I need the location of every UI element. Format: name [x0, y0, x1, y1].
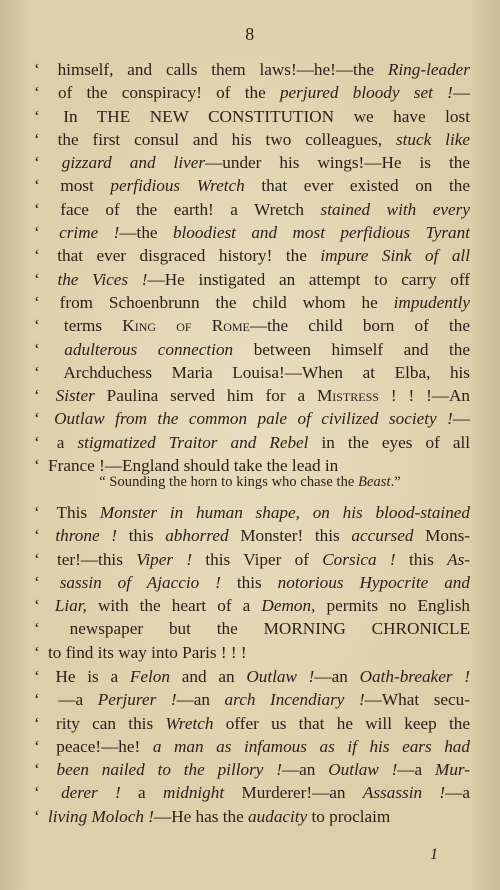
- text-line: [34, 407, 470, 430]
- italic-text: adulterous connection: [64, 339, 234, 359]
- italic-text: been nailed to the pillory !: [56, 760, 282, 780]
- text-segment: of the conspiracy! of the: [57, 83, 280, 103]
- text-segment: —: [452, 409, 470, 429]
- italic-text: sassin of Ajaccio !: [59, 572, 221, 592]
- text-segment: This: [56, 503, 100, 522]
- epigraph-quote: [0, 474, 500, 491]
- text-line: [34, 151, 470, 174]
- text-segment: to proclaim: [307, 806, 391, 826]
- italic-text: stained with every: [320, 199, 470, 219]
- italic-text: Beast: [358, 474, 391, 490]
- open-quote-mark: ‘: [34, 362, 60, 382]
- text-segment: —under his wings!—He is the: [205, 153, 470, 173]
- open-quote-mark: ‘: [34, 153, 58, 173]
- open-quote-mark: ‘: [34, 339, 61, 359]
- italic-text: Sister: [55, 386, 95, 406]
- open-quote-mark: ‘: [34, 619, 66, 639]
- text-line: [34, 665, 470, 688]
- text-line: [34, 431, 470, 454]
- open-quote-mark: ‘: [34, 760, 53, 780]
- open-quote-mark: ‘: [34, 246, 54, 266]
- text-segment: —the child born of the: [249, 316, 470, 336]
- italic-text: Viper !: [136, 549, 193, 569]
- text-segment: “ Sounding the horn to kings who chase the: [99, 474, 359, 490]
- text-line: [34, 314, 470, 337]
- open-quote-mark: ‘: [34, 526, 52, 546]
- text-line: [34, 524, 470, 547]
- italic-text: a man as infamous as if his ears had: [152, 736, 470, 756]
- text-segment: ter!—this: [57, 549, 137, 569]
- text-segment: .”: [390, 474, 401, 490]
- text-line: [34, 268, 470, 291]
- text-line: [34, 244, 470, 267]
- text-segment: —a: [445, 783, 470, 803]
- text-segment: this: [117, 526, 166, 546]
- text-segment: in the eyes of all: [308, 432, 470, 452]
- paragraph-3: [34, 665, 470, 828]
- text-segment: —: [452, 83, 470, 103]
- text-segment: this Viper of: [192, 549, 323, 569]
- text-segment: permits no English: [315, 596, 470, 616]
- text-segment: with the heart of a: [86, 596, 262, 616]
- text-segment: —the: [119, 223, 173, 243]
- text-segment: newspaper but the MORNING CHRONICLE: [69, 619, 470, 639]
- text-segment: peace!—he!: [56, 736, 153, 756]
- italic-text: audacity: [248, 806, 308, 826]
- text-line: [34, 361, 470, 384]
- text-line: [34, 81, 470, 104]
- text-segment: and an: [170, 667, 247, 686]
- italic-text: Mur-: [435, 760, 470, 780]
- italic-text: midnight: [163, 783, 225, 803]
- italic-text: Monster in human shape, on his blood-stained: [99, 503, 470, 522]
- open-quote-mark: ‘: [34, 503, 53, 522]
- paragraph-1: [34, 58, 470, 477]
- open-quote-mark: ‘: [34, 667, 52, 686]
- text-segment: Archduchess Maria Louisa!—When at Elba, his: [63, 362, 470, 382]
- open-quote-mark: ‘: [34, 129, 54, 149]
- italic-text: Corsica !: [322, 549, 396, 569]
- text-line: [34, 712, 470, 735]
- italic-text: arch Incendiary !: [224, 690, 365, 710]
- italic-text: crime !: [59, 223, 120, 243]
- text-segment: In THE NEW CONSTITUTION we have lost: [63, 106, 470, 126]
- text-line: [34, 641, 470, 664]
- text-segment: face of the earth! a Wretch: [60, 199, 321, 219]
- italic-text: the Vices !: [57, 269, 148, 289]
- text-segment: between himself and the: [233, 339, 470, 359]
- text-segment: Monster! this: [228, 526, 352, 546]
- text-line: [34, 221, 470, 244]
- open-quote-mark: ‘: [34, 432, 53, 452]
- open-quote-mark: ‘: [34, 176, 57, 196]
- small-caps-text: Mistress: [316, 386, 379, 406]
- text-segment: a: [120, 783, 164, 803]
- italic-text: derer !: [61, 783, 121, 803]
- italic-text: Liar,: [54, 596, 87, 616]
- italic-text: bloodiest and most perfidious Tyrant: [172, 223, 470, 243]
- text-line: [34, 548, 470, 571]
- open-quote-mark: ‘: [34, 316, 60, 336]
- open-quote-mark: ‘: [34, 549, 54, 569]
- italic-text: Ring-leader: [387, 60, 470, 79]
- text-segment: —an: [281, 760, 329, 780]
- small-caps-text: King of Rome: [122, 316, 250, 336]
- italic-text: Outlaw !: [328, 760, 398, 780]
- italic-text: perfidious Wretch: [110, 176, 245, 196]
- text-segment: the first consul and his two colleagues,: [57, 129, 396, 149]
- open-quote-mark: ‘: [34, 736, 53, 756]
- open-quote-mark: ‘: [34, 806, 45, 826]
- text-segment: offer us that he will keep the: [213, 713, 470, 733]
- italic-text: notorious Hypocrite and: [277, 572, 470, 592]
- text-line: [34, 501, 470, 524]
- italic-text: As-: [447, 549, 470, 569]
- open-quote-mark: ‘: [34, 60, 54, 79]
- signature-mark: 1: [430, 846, 438, 863]
- italic-text: gizzard and liver: [61, 153, 206, 173]
- italic-text: Wretch: [165, 713, 214, 733]
- paragraph-2: [34, 501, 470, 664]
- open-quote-mark: ‘: [34, 783, 58, 803]
- text-line: [34, 735, 470, 758]
- text-line: [34, 688, 470, 711]
- open-quote-mark: ‘: [34, 596, 51, 616]
- text-segment: terms: [63, 316, 123, 336]
- text-segment: most: [60, 176, 111, 196]
- italic-text: stigmatized Traitor and Rebel: [77, 432, 309, 452]
- italic-text: impudently: [393, 292, 470, 312]
- text-line: [34, 617, 470, 640]
- text-segment: —an: [314, 667, 360, 686]
- text-segment: —He instigated an attempt to carry off: [147, 269, 470, 289]
- text-line: [34, 128, 470, 151]
- text-segment: a: [56, 432, 78, 452]
- text-line: [34, 198, 470, 221]
- text-segment: Mons-: [413, 526, 470, 546]
- text-segment: this: [220, 572, 278, 592]
- text-segment: Paulina served him for a: [94, 386, 317, 406]
- page-number: 8: [245, 24, 255, 44]
- italic-text: throne !: [55, 526, 118, 546]
- italic-text: stuck like: [395, 129, 470, 149]
- text-segment: —What secu-: [364, 690, 470, 710]
- italic-text: accursed: [351, 526, 414, 546]
- text-line: [34, 105, 470, 128]
- open-quote-mark: ‘: [34, 199, 57, 219]
- text-line: [34, 805, 470, 828]
- italic-text: Demon,: [261, 596, 316, 616]
- text-line: [34, 58, 470, 81]
- italic-text: impure Sink of all: [320, 246, 470, 266]
- open-quote-mark: ‘: [34, 713, 53, 733]
- open-quote-mark: ‘: [34, 269, 54, 289]
- text-line: [34, 781, 470, 804]
- italic-text: Felon: [129, 667, 170, 686]
- italic-text: Oath-breaker !: [359, 667, 470, 686]
- open-quote-mark: ‘: [34, 690, 55, 710]
- open-quote-mark: ‘: [34, 409, 51, 429]
- text-segment: —He has the: [154, 806, 249, 826]
- text-line: [34, 338, 470, 361]
- italic-text: Outlaw !: [246, 667, 315, 686]
- text-line: [34, 291, 470, 314]
- open-quote-mark: ‘: [34, 292, 56, 312]
- text-line: [34, 571, 470, 594]
- italic-text: living Moloch !: [48, 806, 154, 826]
- open-quote-mark: ‘: [34, 83, 54, 103]
- italic-text: Outlaw from the common pale of civilized society !: [54, 409, 453, 429]
- text-segment: He is a: [55, 667, 130, 686]
- italic-text: abhorred: [165, 526, 229, 546]
- text-segment: —an: [176, 690, 225, 710]
- text-segment: to find its way into Paris ! ! !: [48, 642, 247, 662]
- open-quote-mark: ‘: [34, 642, 45, 662]
- open-quote-mark: ‘: [34, 456, 45, 476]
- text-segment: —a: [397, 760, 435, 780]
- open-quote-mark: ‘: [34, 223, 56, 243]
- text-segment: this: [395, 549, 448, 569]
- text-segment: ! ! !—An: [378, 386, 470, 406]
- text-segment: from Schoenbrunn the child whom he: [59, 292, 394, 312]
- text-segment: —a: [58, 690, 98, 710]
- text-line: [34, 174, 470, 197]
- open-quote-mark: ‘: [34, 386, 52, 406]
- italic-text: Perjurer !: [97, 690, 177, 710]
- text-segment: rity can this: [56, 713, 166, 733]
- italic-text: perjured bloody set !: [279, 83, 453, 103]
- text-segment: that ever existed on the: [244, 176, 470, 196]
- open-quote-mark: ‘: [34, 572, 56, 592]
- text-segment: Murderer!—an: [224, 783, 363, 803]
- open-quote-mark: ‘: [34, 106, 60, 126]
- text-segment: himself, and calls them laws!—he!—the: [57, 60, 388, 79]
- text-segment: France !—England should take the lead in: [48, 456, 339, 476]
- text-line: [34, 758, 470, 781]
- text-segment: that ever disgraced history! the: [57, 246, 321, 266]
- text-line: [34, 384, 470, 407]
- italic-text: Assassin !: [362, 783, 446, 803]
- text-line: [34, 594, 470, 617]
